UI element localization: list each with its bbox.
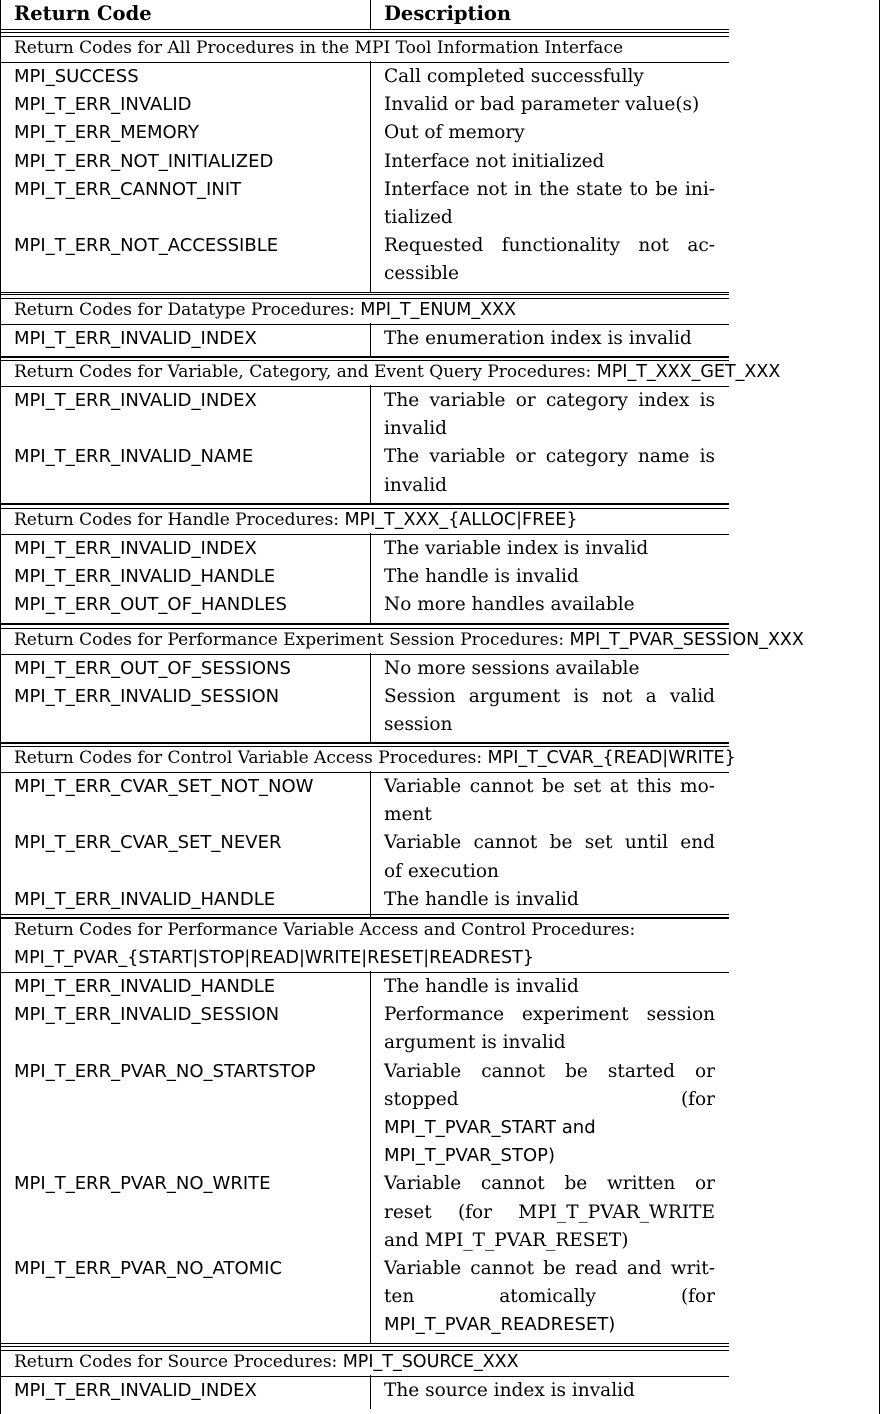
section-title — [14, 358, 780, 386]
section-title-code: MPI_T_CVAR_{READ|WRITE} — [487, 748, 736, 768]
section-bottom-rule — [0, 292, 729, 293]
section-title-text: Return Codes for Variable, Category, and Event Query Procedures: — [14, 362, 597, 382]
return-code-cell: MPI_T_ERR_CVAR_SET_NEVER — [14, 832, 282, 854]
section-title-code: MPI_T_XXX_{ALLOC|FREE} — [344, 510, 578, 530]
section-title-text: Return Codes for Performance Experiment Session Procedures: — [14, 630, 570, 650]
description-cell: MPI_T_PVAR_START and — [384, 1117, 596, 1138]
return-code-cell: MPI_T_ERR_OUT_OF_SESSIONS — [14, 658, 291, 679]
description-cell: Invalid or bad parameter value(s) — [384, 94, 700, 116]
section-title-code: MPI_T_PVAR_{START|STOP|READ|WRITE|RESET|READREST} — [14, 948, 534, 968]
description-cell: of execution — [384, 860, 499, 882]
return-code-cell: MPI_T_ERR_INVALID_HANDLE — [14, 976, 276, 997]
section-title-code: MPI_T_SOURCE_XXX — [342, 1352, 519, 1372]
section-title — [14, 626, 804, 654]
right-border — [879, 0, 880, 1414]
return-code-cell: MPI_T_ERR_NOT_ACCESSIBLE — [14, 235, 279, 257]
description-cell: Performance experiment session — [384, 1004, 715, 1026]
section-title-text: Return Codes for All Procedures in the MPI Tool Information Interface — [14, 38, 624, 58]
column-divider — [370, 771, 371, 918]
description-cell: Out of memory — [384, 122, 525, 144]
section-title — [14, 744, 736, 772]
description-cell: Variable cannot be read and writ- — [384, 1258, 715, 1279]
header-description: Description — [384, 2, 512, 25]
return-code-cell: MPI_T_ERR_MEMORY — [14, 122, 200, 144]
description-cell: tialized — [384, 207, 453, 228]
description-cell: The variable index is invalid — [384, 538, 649, 559]
description-cell: Interface not initialized — [384, 150, 605, 172]
section-title — [14, 34, 623, 62]
return-code-cell: MPI_T_ERR_PVAR_NO_ATOMIC — [14, 1258, 283, 1279]
description-cell: MPI_T_PVAR_STOP) — [384, 1145, 555, 1167]
section-title — [14, 296, 516, 324]
description-cell: The handle is invalid — [384, 976, 579, 997]
description-cell: invalid — [384, 474, 447, 496]
description-cell: invalid — [384, 418, 447, 440]
column-divider — [370, 971, 371, 1344]
description-cell: Variable cannot be written or — [384, 1173, 715, 1195]
description-cell: Variable cannot be started or — [384, 1060, 715, 1082]
description-cell: No more sessions available — [384, 658, 640, 679]
description-cell: The handle is invalid — [384, 888, 579, 910]
return-code-cell: MPI_T_ERR_OUT_OF_HANDLES — [14, 594, 287, 616]
left-border — [0, 0, 1, 1414]
return-code-cell: MPI_T_ERR_CANNOT_INIT — [14, 178, 242, 200]
header-bottom-rule — [0, 29, 729, 30]
description-cell: The enumeration index is invalid — [384, 328, 692, 349]
column-divider — [370, 653, 371, 744]
header-return-code: Return Code — [14, 2, 152, 25]
section-title — [14, 916, 635, 944]
return-code-cell: MPI_T_ERR_INVALID_SESSION — [14, 1004, 280, 1026]
section-title-code: MPI_T_ENUM_XXX — [360, 300, 517, 320]
description-cell: The variable or category name is — [384, 446, 715, 468]
return-code-cell: MPI_SUCCESS — [14, 66, 139, 87]
description-cell: argument is invalid — [384, 1032, 566, 1054]
description-cell: The source index is invalid — [384, 1380, 635, 1401]
description-cell: No more handles available — [384, 594, 635, 616]
return-code-cell: MPI_T_ERR_CVAR_SET_NOT_NOW — [14, 776, 314, 797]
section-title-text: Return Codes for Source Procedures: — [14, 1352, 343, 1372]
column-divider — [370, 385, 371, 504]
section-title — [14, 506, 578, 534]
column-divider — [370, 1375, 371, 1409]
description-cell: Session argument is not a valid — [384, 686, 715, 708]
column-divider — [370, 61, 371, 293]
description-cell: stopped (for — [384, 1088, 715, 1110]
column-divider — [370, 533, 371, 624]
description-cell: The variable or category index is — [384, 390, 715, 411]
section-title-code: MPI_T_PVAR_SESSION_XXX — [569, 630, 804, 650]
description-cell: session — [384, 714, 453, 736]
return-code-cell: MPI_T_ERR_NOT_INITIALIZED — [14, 150, 274, 172]
return-code-cell: MPI_T_ERR_INVALID_SESSION — [14, 686, 280, 708]
return-code-cell: MPI_T_ERR_INVALID_NAME — [14, 446, 254, 468]
description-cell: Variable cannot be set until end — [384, 832, 715, 854]
header-divider — [370, 0, 371, 29]
description-cell: Call completed successfully — [384, 66, 644, 87]
description-cell: Interface not in the state to be ini- — [384, 178, 715, 200]
section-title — [14, 1348, 519, 1376]
description-cell: ten atomically (for — [384, 1286, 715, 1308]
return-code-cell: MPI_T_ERR_INVALID_INDEX — [14, 328, 257, 349]
return-code-cell: MPI_T_ERR_INVALID_HANDLE — [14, 566, 276, 588]
section-title-text: Return Codes for Datatype Procedures: — [14, 300, 361, 320]
description-cell: MPI_T_PVAR_READRESET) — [384, 1314, 616, 1336]
section-title-text: Return Codes for Performance Variable Access and Control Procedures: — [14, 920, 636, 940]
description-cell: Variable cannot be set at this mo- — [384, 776, 715, 797]
description-cell: cessible — [384, 263, 459, 285]
return-code-cell: MPI_T_ERR_INVALID_INDEX — [14, 1380, 257, 1401]
description-cell: reset (for MPI_T_PVAR_WRITE — [384, 1201, 715, 1223]
return-code-cell: MPI_T_ERR_INVALID — [14, 94, 192, 116]
section-title-text: Return Codes for Handle Procedures: — [14, 510, 345, 530]
description-cell: The handle is invalid — [384, 566, 579, 588]
section-bottom-rule — [0, 1343, 729, 1344]
return-code-cell: MPI_T_ERR_INVALID_INDEX — [14, 538, 257, 559]
return-code-cell: MPI_T_ERR_PVAR_NO_WRITE — [14, 1173, 271, 1195]
column-divider — [370, 323, 371, 357]
return-code-cell: MPI_T_ERR_PVAR_NO_STARTSTOP — [14, 1060, 316, 1082]
section-title-text: Return Codes for Control Variable Access Procedures: — [14, 748, 488, 768]
return-code-cell: MPI_T_ERR_INVALID_HANDLE — [14, 888, 276, 910]
description-cell: Requested functionality not ac- — [384, 235, 715, 257]
description-cell: ment — [384, 804, 432, 826]
section-title-code: MPI_T_XXX_GET_XXX — [596, 362, 781, 382]
description-cell: and MPI_T_PVAR_RESET) — [384, 1229, 629, 1251]
return-code-cell: MPI_T_ERR_INVALID_INDEX — [14, 390, 257, 411]
